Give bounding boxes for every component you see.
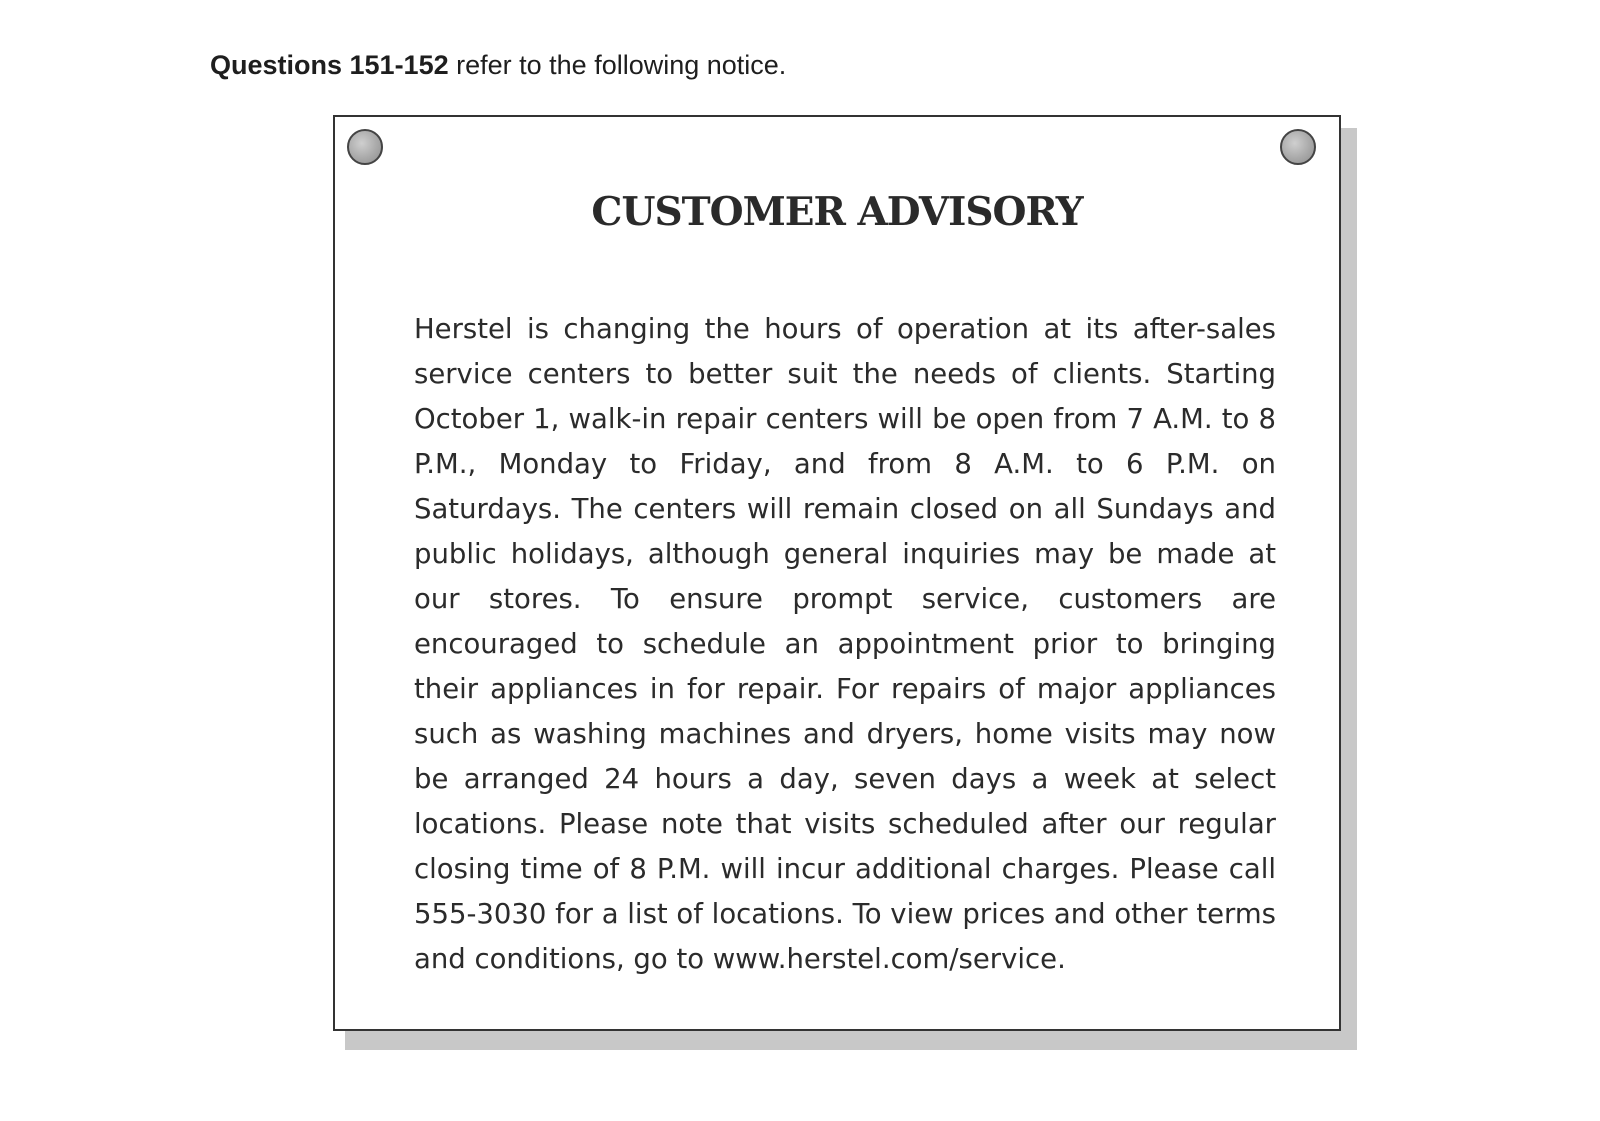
notice-title: CUSTOMER ADVISORY — [591, 189, 1083, 235]
question-instruction: refer to the following notice. — [448, 50, 787, 80]
notice-body: Herstel is changing the hours of operation at its after-sales service centers to better suit the needs of clients. Starting October 1, walk-in repair centers will be open from 7 A.M. to 8 P.M., Monday to Friday, and from 8 A.M. to 6 P.M. on Saturdays. The centers will remain closed on all Sundays and public holidays, although general inquiries may be made at our stores. To ensure prompt service, customers are encouraged to schedule an appointment prior to bringing their appliances in for repair. For repairs of major appliances such as washing machines and dryers, home visits may now be arranged 24 hours a day, seven days a week at select locations. Please note that visits scheduled after our regular closing time of 8 P.M. will incur additional charges. Please call 555-3030 for a list of locations. To view prices and other terms and conditions, go to www.herstel.com/service. — [414, 313, 1276, 975]
notice-board — [333, 115, 1341, 1031]
pushpin-icon — [347, 129, 383, 165]
question-header — [210, 50, 786, 81]
question-range: Questions 151-152 — [210, 50, 449, 80]
pushpin-icon — [1280, 129, 1316, 165]
